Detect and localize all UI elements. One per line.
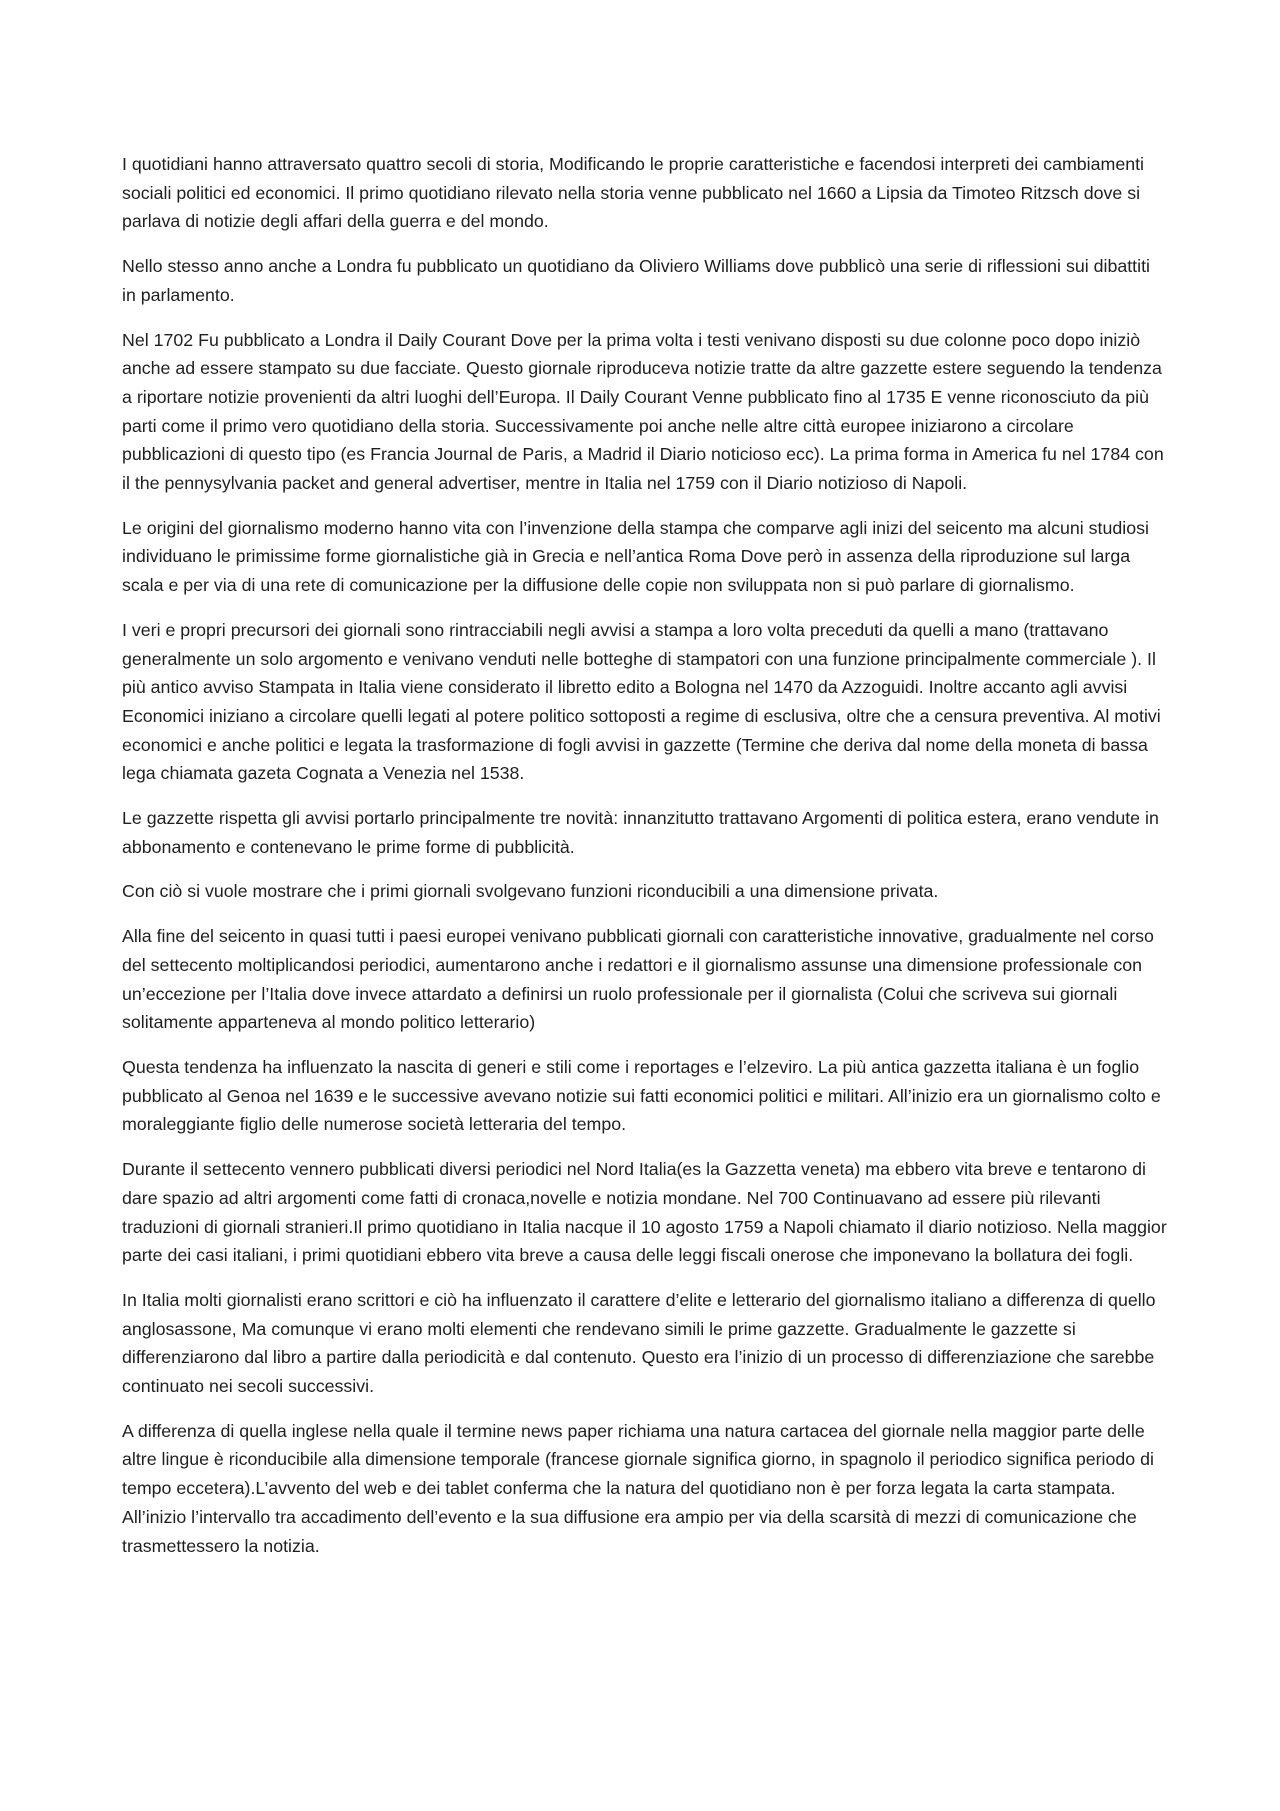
paragraph-9: Questa tendenza ha influenzato la nascita di generi e stili come i reportages e l’elzeviro. La più antica gazzetta italiana è un foglio pubblicato al Genoa nel 1639 e le successive avevano notizie sui fatti economici politici e militari. All’inizio era un giornalismo colto e moraleggiante figlio delle numerose società letteraria del tempo. bbox=[122, 1056, 1161, 1135]
paragraph-10: Durante il settecento vennero pubblicati diversi periodici nel Nord Italia(es la Gazzetta veneta) ma ebbero vita breve e tentarono di dare spazio ad altri argomenti come fatti di cronaca,novelle e notizia mondane. Nel 700 Continuavano ad essere più rilevanti traduzioni di giornali stranieri.Il primo quotidiano in Italia nacque il 10 agosto 1759 a Napoli chiamato il diario notizioso. Nella maggior parte dei casi italiani, i primi quotidiani ebbero vita breve a causa delle leggi fiscali onerose che imponevano la bollatura dei fogli. bbox=[122, 1159, 1167, 1266]
paragraph-8: Alla fine del seicento in quasi tutti i paesi europei venivano pubblicati giornali con caratteristiche innovative, gradualmente nel corso del settecento moltiplicandosi periodici, aumentarono anche i redattori e il giornalismo assunse una dimensione professionale con un’eccezione per l’Italia dove invece attardato a definirsi un ruolo professionale per il giornalista (Colui che scriveva sui giornali solitamente apparteneva al mondo politico letterario) bbox=[122, 926, 1154, 1033]
paragraph-4: Le origini del giornalismo moderno hanno vita con l’invenzione della stampa che comparve agli inizi del seicento ma alcuni studiosi individuano le primissime forme giornalistiche già in Grecia e nell’antica Roma Dove però in assenza della riproduzione sul larga scala e per via di una rete di comunicazione per la diffusione delle copie non sviluppata non si può parlare di giornalismo. bbox=[122, 517, 1149, 596]
paragraph-3: Nel 1702 Fu pubblicato a Londra il Daily Courant Dove per la prima volta i testi venivano disposti su due colonne poco dopo iniziò anche ad essere stampato su due facciate. Questo giornale riproduceva notizie tratte da altre gazzette estere seguendo la tendenza a riportare notizie provenienti da altri luoghi dell’Europa. Il Daily Courant Venne pubblicato fino al 1735 E venne riconosciuto da più parti come il primo vero quotidiano della storia. Successivamente poi anche nelle altre città europee iniziarono a circolare pubblicazioni di questo tipo (es Francia Journal de Paris, a Madrid il Diario noticioso ecc). La prima forma in America fu nel 1784 con il the pennysylvania packet and general advertiser, mentre in Italia nel 1759 con il Diario notizioso di Napoli. bbox=[122, 329, 1164, 494]
paragraph-1: I quotidiani hanno attraversato quattro secoli di storia, Modificando le proprie caratteristiche e facendosi interpreti dei cambiamenti sociali politici ed economici. Il primo quotidiano rilevato nella storia venne pubblicato nel 1660 a Lipsia da Timoteo Ritzsch dove si parlava di notizie degli affari della guerra e del mondo. bbox=[122, 154, 1144, 232]
paragraph-2: Nello stesso anno anche a Londra fu pubblicato un quotidiano da Oliviero Williams dove pubblicò una serie di riflessioni sui dibattiti in parlamento. bbox=[122, 256, 1150, 305]
paragraph-11: In Italia molti giornalisti erano scrittori e ciò ha influenzato il carattere d’elite e letterario del giornalismo italiano a differenza di quello anglosassone, Ma comunque vi erano molti elementi che rendevano simili le prime gazzette. Gradualmente le gazzette si differenziarono dal libro a partire dalla periodicità e dal contenuto. Questo era l’inizio di un processo di differenziazione che sarebbe continuato nei secoli successivi. bbox=[122, 1289, 1156, 1397]
paragraph-5: I veri e propri precursori dei giornali sono rintracciabili negli avvisi a stampa a loro volta preceduti da quelli a mano (trattavano generalmente un solo argomento e venivano venduti nelle botteghe di stampatori con una funzione principalmente commerciale ). Il più antico avviso Stampata in Italia viene considerato il libretto edito a Bologna nel 1470 da Azzoguidi. Inoltre accanto agli avvisi Economici iniziano a circolare quelli legati al potere politico sottoposti a regime di esclusiva, oltre che a censura preventiva. Al motivi economici e anche politici e legata la trasformazione di fogli avvisi in gazzette (Termine che deriva dal nome della moneta di bassa lega chiamata gazeta Cognata a Venezia nel 1538. bbox=[122, 619, 1161, 784]
document-body bbox=[122, 150, 1168, 1576]
paragraph-12: A differenza di quella inglese nella quale il termine news paper richiama una natura cartacea del giornale nella maggior parte delle altre lingue è riconducibile alla dimensione temporale (francese giornale significa giorno, in spagnolo il periodico significa periodo di tempo eccetera).L’avvento del web e dei tablet conferma che la natura del quotidiano non è per forza legata la carta stampata. All’inizio l’intervallo tra accadimento dell’evento e la sua diffusione era ampio per via della scarsità di mezzi di comunicazione che trasmettessero la notizia. bbox=[122, 1420, 1154, 1556]
paragraph-7: Con ciò si vuole mostrare che i primi giornali svolgevano funzioni riconducibili a una dimensione privata. bbox=[122, 881, 939, 902]
paragraph-6: Le gazzette rispetta gli avvisi portarlo principalmente tre novità: innanzitutto trattavano Argomenti di politica estera, erano vendute in abbonamento e contenevano le prime forme di pubblicità. bbox=[122, 808, 1159, 857]
